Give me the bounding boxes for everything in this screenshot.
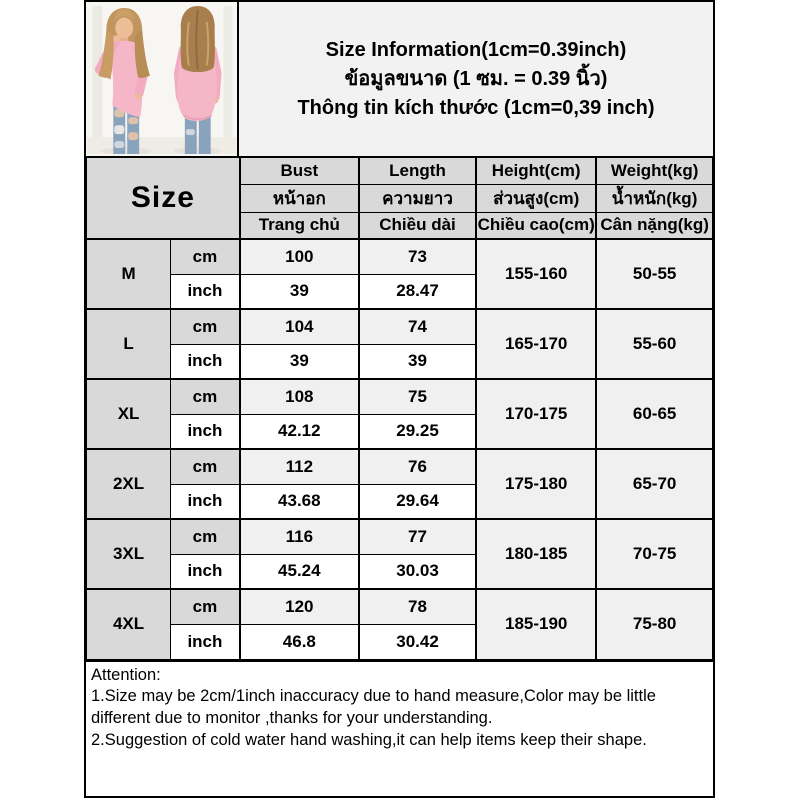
title-thai: ข้อมูลขนาด (1 ซม. = 0.39 นิ้ว)	[344, 68, 608, 90]
table-row	[87, 239, 713, 274]
bust-cm-value: 108	[240, 379, 359, 414]
weight-range-value: 70-75	[596, 519, 712, 589]
length-inch-value: 30.42	[359, 624, 476, 659]
top-section	[84, 0, 715, 156]
bust-cm-value: 116	[240, 519, 359, 554]
attention-section	[84, 660, 715, 798]
length-inch-value: 30.03	[359, 554, 476, 589]
size-label-3xl: 3XL	[87, 519, 171, 589]
size-label-xl: XL	[87, 379, 171, 449]
height-range-value: 175-180	[476, 449, 596, 519]
length-inch-value: 29.64	[359, 484, 476, 519]
unit-label-cm: cm	[171, 589, 240, 624]
table-row	[87, 519, 713, 554]
bust-inch-value: 39	[240, 274, 359, 309]
weight-range-value: 65-70	[596, 449, 712, 519]
unit-label-cm: cm	[171, 379, 240, 414]
bust-inch-value: 43.68	[240, 484, 359, 519]
weight-range-value: 50-55	[596, 239, 712, 309]
height-range-value: 170-175	[476, 379, 596, 449]
table-row	[87, 589, 713, 624]
unit-label-cm: cm	[171, 309, 240, 344]
length-inch-value: 28.47	[359, 274, 476, 309]
header-weight-vi: Cân nặng(kg)	[596, 212, 712, 239]
size-label-l: L	[87, 309, 171, 379]
size-info-sheet	[84, 0, 715, 798]
header-weight-th: น้ำหนัก(kg)	[596, 184, 712, 212]
header-length-vi: Chiều dài	[359, 212, 476, 239]
length-inch-value: 29.25	[359, 414, 476, 449]
attention-note-1: 1.Size may be 2cm/1inch inaccuracy due to hand measure,Color may be little different due to monitor ,thanks for your understanding.	[91, 687, 656, 728]
unit-label-inch: inch	[171, 624, 240, 659]
bust-cm-value: 120	[240, 589, 359, 624]
unit-label-inch: inch	[171, 414, 240, 449]
size-table	[86, 156, 713, 660]
length-cm-value: 76	[359, 449, 476, 484]
unit-label-inch: inch	[171, 344, 240, 379]
unit-label-inch: inch	[171, 484, 240, 519]
height-range-value: 185-190	[476, 589, 596, 659]
title-vietnamese: Thông tin kích thước (1cm=0,39 inch)	[297, 97, 655, 119]
product-photo	[86, 2, 239, 156]
header-weight-en: Weight(kg)	[596, 157, 712, 184]
header-height-th: ส่วนสูง(cm)	[476, 184, 596, 212]
unit-label-inch: inch	[171, 274, 240, 309]
size-label-2xl: 2XL	[87, 449, 171, 519]
size-table-wrap	[84, 156, 715, 660]
height-range-value: 180-185	[476, 519, 596, 589]
header-height-en: Height(cm)	[476, 157, 596, 184]
unit-label-cm: cm	[171, 449, 240, 484]
bust-cm-value: 100	[240, 239, 359, 274]
size-label-m: M	[87, 239, 171, 309]
table-row	[87, 309, 713, 344]
bust-inch-value: 39	[240, 344, 359, 379]
bust-inch-value: 42.12	[240, 414, 359, 449]
length-cm-value: 78	[359, 589, 476, 624]
length-cm-value: 75	[359, 379, 476, 414]
weight-range-value: 75-80	[596, 589, 712, 659]
header-length-th: ความยาว	[359, 184, 476, 212]
header-bust-en: Bust	[240, 157, 359, 184]
header-bust-vi: Trang chủ	[240, 212, 359, 239]
length-inch-value: 39	[359, 344, 476, 379]
header-bust-th: หน้าอก	[240, 184, 359, 212]
bust-cm-value: 104	[240, 309, 359, 344]
length-cm-value: 77	[359, 519, 476, 554]
title-english: Size Information(1cm=0.39inch)	[325, 39, 627, 61]
length-cm-value: 74	[359, 309, 476, 344]
bust-cm-value: 112	[240, 449, 359, 484]
attention-heading: Attention:	[91, 665, 161, 684]
attention-note-2: 2.Suggestion of cold water hand washing,it can help items keep their shape.	[91, 730, 647, 749]
height-range-value: 155-160	[476, 239, 596, 309]
header-length-en: Length	[359, 157, 476, 184]
bust-inch-value: 46.8	[240, 624, 359, 659]
size-label-4xl: 4XL	[87, 589, 171, 659]
table-row	[87, 449, 713, 484]
product-photo-illustration	[86, 2, 237, 154]
table-row	[87, 379, 713, 414]
unit-label-cm: cm	[171, 519, 240, 554]
bust-inch-value: 45.24	[240, 554, 359, 589]
weight-range-value: 60-65	[596, 379, 712, 449]
weight-range-value: 55-60	[596, 309, 712, 379]
size-header: Size	[87, 157, 240, 239]
length-cm-value: 73	[359, 239, 476, 274]
height-range-value: 165-170	[476, 309, 596, 379]
unit-label-inch: inch	[171, 554, 240, 589]
title-block	[239, 2, 713, 156]
unit-label-cm: cm	[171, 239, 240, 274]
header-height-vi: Chiều cao(cm)	[476, 212, 596, 239]
